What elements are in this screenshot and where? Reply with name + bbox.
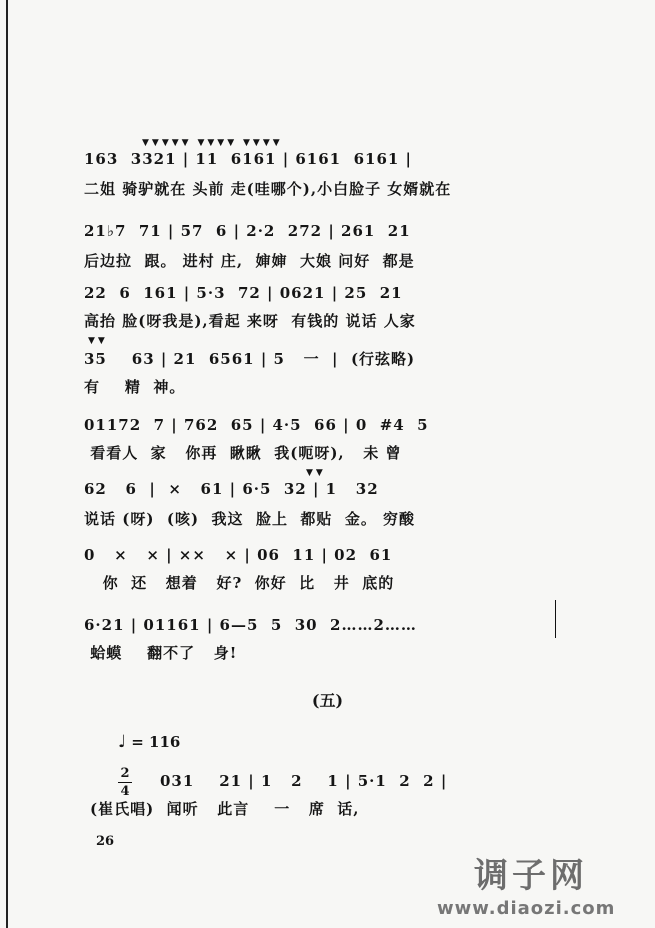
watermark-title: 调子网 — [474, 856, 588, 896]
time-signature — [118, 766, 132, 799]
section-heading: (五) — [311, 691, 344, 710]
accent-markers: ▼▼ — [88, 336, 108, 346]
page-number: 26 — [96, 834, 115, 849]
lyric-line: 二姐 骑驴就在 头前 走(哇哪个),小白脸子 女婿就在 — [84, 180, 452, 198]
lyric-line: 说话 (呀) (咳) 我这 脸上 都贴 金。 穷酸 — [84, 510, 416, 528]
notation-line: 6·21 | 01161 | 6—5 5 30 2……2…… — [84, 616, 417, 634]
lyric-line: 高抬 脸(呀我是),看起 来呀 有钱的 说话 人家 — [84, 312, 416, 330]
notation-line: 21♭7 71 | 57 6 | 2·2 272 | 261 21 — [84, 222, 411, 240]
final-barline — [555, 600, 556, 638]
quarter-note-icon: ♩ — [118, 732, 127, 752]
lyric-line: 后边拉 跟。 进村 庄, 婶婶 大娘 问好 都是 — [84, 252, 415, 270]
lyric-line: (崔氏唱) 闻听 此言 一 席 话, — [90, 800, 360, 818]
notation-line: 031 21 | 1 2 1 | 5·1 2 2 | — [160, 772, 448, 790]
tempo-value: = 116 — [131, 733, 181, 751]
notation-line: 35 63 | 21 6561 | 5 一 | (行弦略) — [84, 350, 416, 368]
notation-line: 62 6 | × 61 | 6·5 32 | 1 32 — [84, 480, 379, 498]
time-signature-bottom: 4 — [120, 784, 130, 799]
time-signature-top: 2 — [120, 766, 130, 781]
notation-line: 22 6 161 | 5·3 72 | 0621 | 25 21 — [84, 284, 403, 302]
time-signature-divider — [118, 782, 132, 783]
notation-line: 163 3321 | 11 6161 | 6161 6161 | — [84, 150, 412, 168]
tempo-marking — [118, 732, 180, 752]
lyric-line: 有 精 神。 — [84, 378, 186, 396]
lyric-line: 你 还 想着 好? 你好 比 井 底的 — [84, 574, 395, 592]
lyric-line: 蛤蟆 翻不了 身! — [84, 644, 238, 662]
accent-markers: ▼▼ — [306, 468, 326, 478]
lyric-line: 看看人 家 你再 瞅瞅 我(呃呀), 未 曾 — [84, 444, 402, 462]
notation-line: 0 × × | ×× × | 06 11 | 02 61 — [84, 546, 393, 564]
accent-markers: ▼▼▼▼▼ ▼▼▼▼ ▼▼▼▼ — [142, 138, 283, 148]
watermark-url: www.diaozi.com — [437, 898, 616, 919]
notation-line: 01172 7 | 762 65 | 4·5 66 | 0 #4 5 — [84, 416, 429, 434]
page-left-border — [6, 0, 8, 928]
